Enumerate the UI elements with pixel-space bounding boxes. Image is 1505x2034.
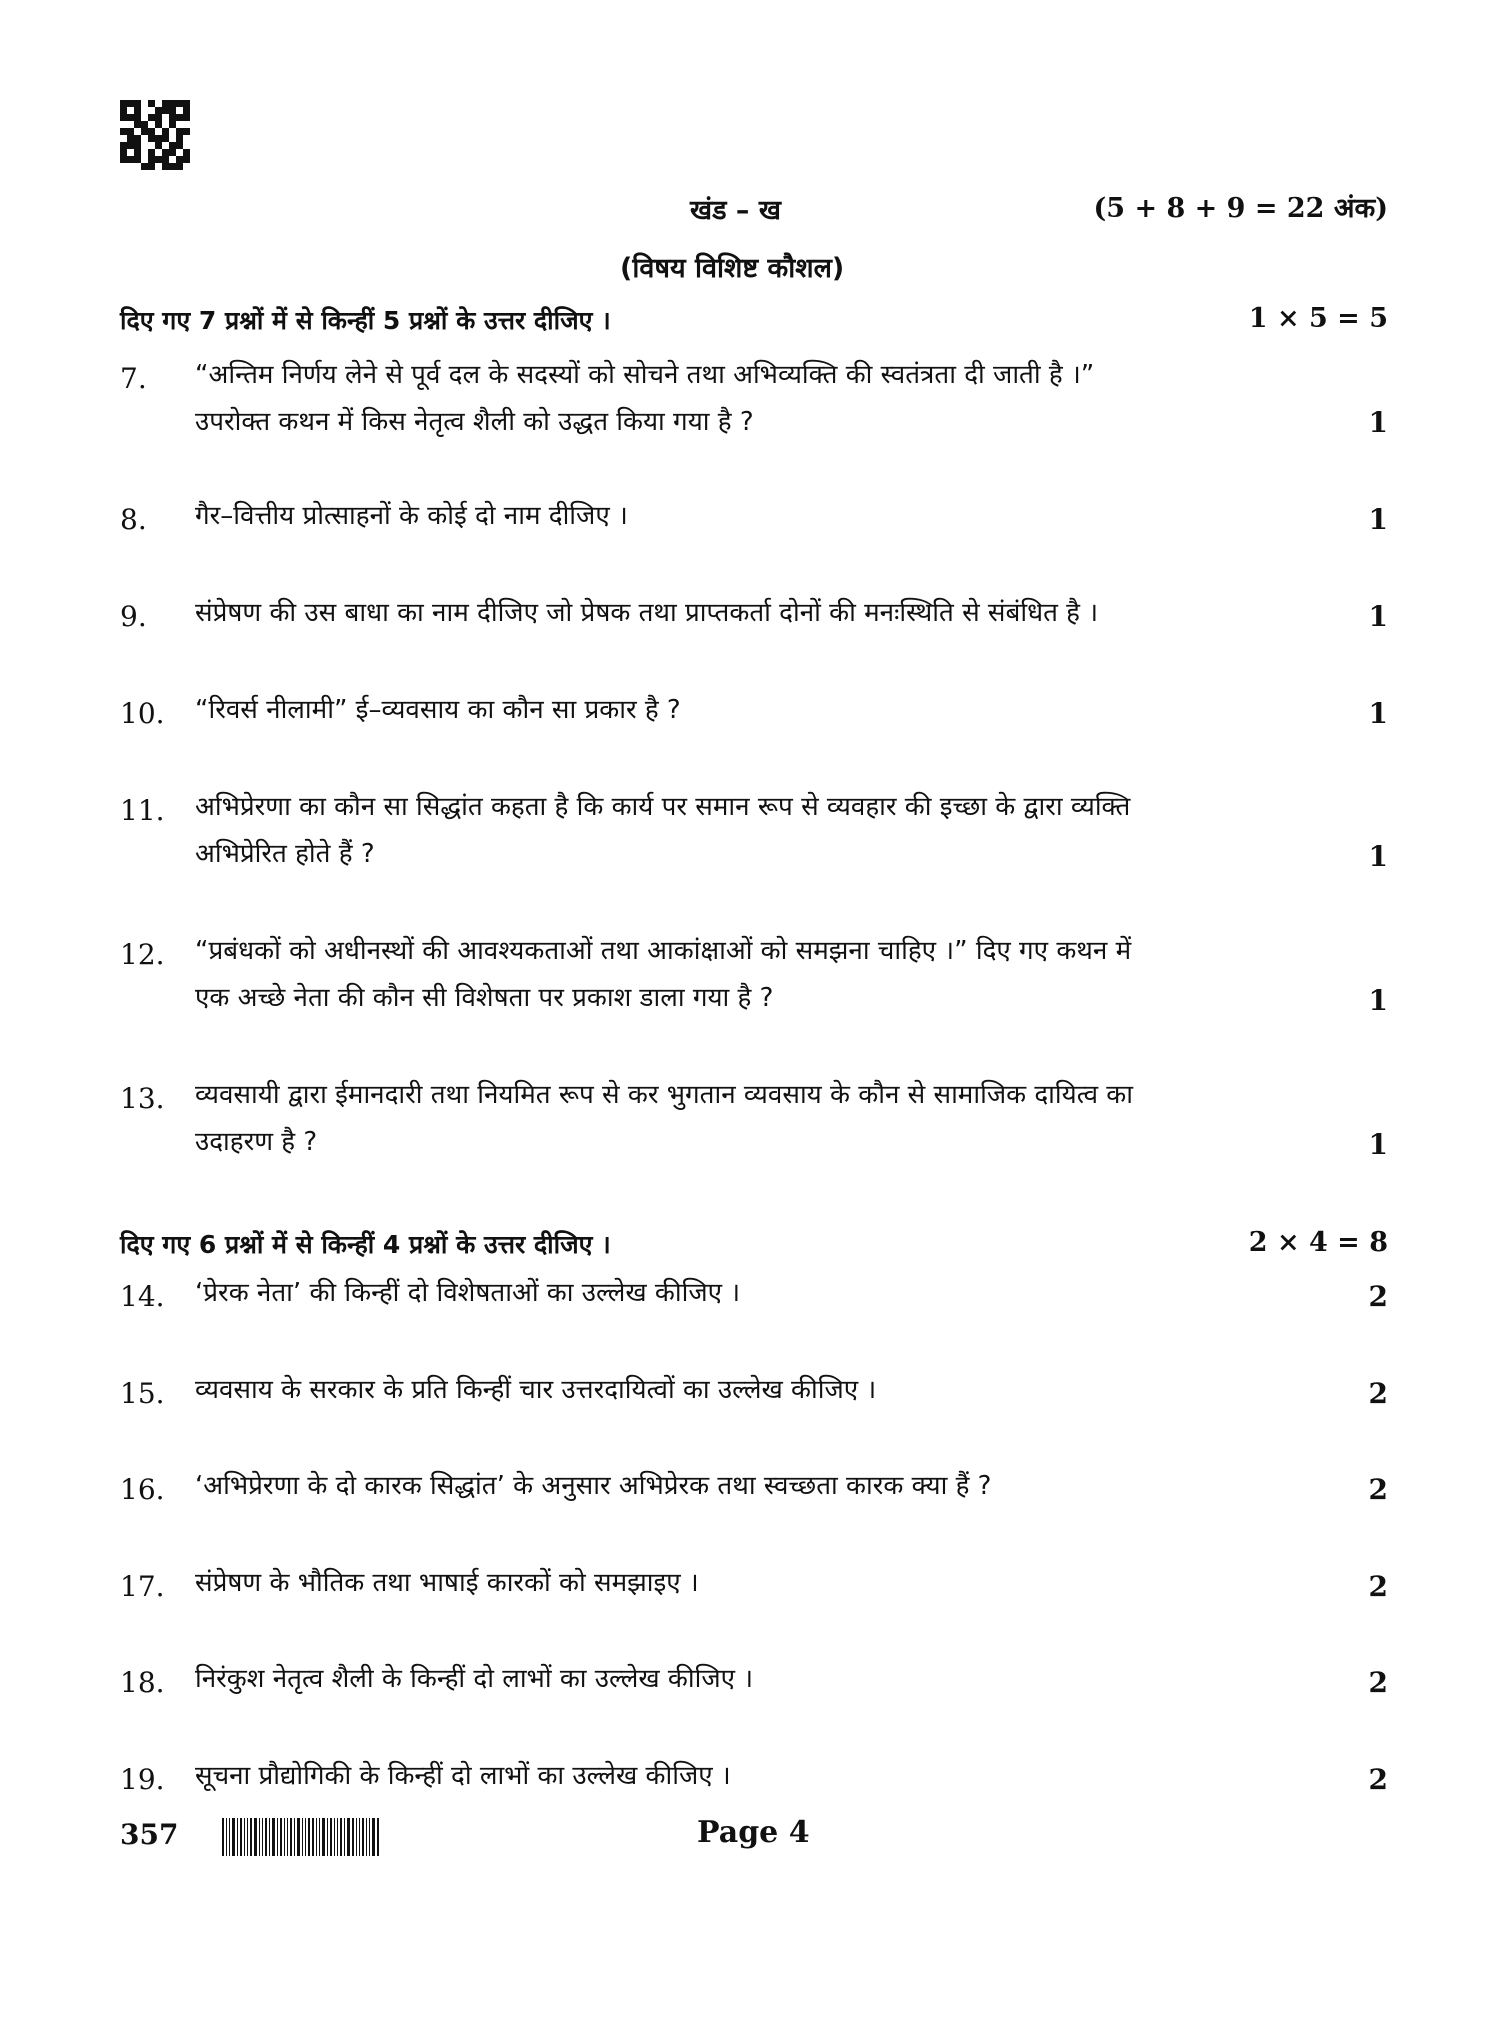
question-marks: 1 xyxy=(1368,600,1388,633)
barcode-icon xyxy=(222,1818,414,1856)
question-marks: 1 xyxy=(1368,406,1388,439)
question-line: ‘अभिप्रेरणा के दो कारक सिद्धांत’ के अनुसार अभिप्रेरक तथा स्वच्छता कारक क्या हैं ? xyxy=(195,1471,992,1501)
question-marks: 2 xyxy=(1368,1280,1388,1313)
question-text xyxy=(195,687,1325,734)
question-number: 18. xyxy=(120,1666,165,1699)
question-line: ‘प्रेरक नेता’ की किन्हीं दो विशेषताओं का उल्लेख कीजिए । xyxy=(195,1278,741,1308)
question-marks: 2 xyxy=(1368,1666,1388,1699)
question-number: 13. xyxy=(120,1082,165,1115)
section-marks-total: (5 + 8 + 9 = 22 अंक) xyxy=(1093,193,1388,224)
group-marks-formula: 2 × 4 = 8 xyxy=(1248,1227,1388,1258)
question-text xyxy=(195,1270,1325,1317)
question-text xyxy=(195,493,1325,540)
question-text xyxy=(195,1560,1325,1607)
group-instruction: दिए गए 7 प्रश्नों में से किन्हीं 5 प्रश्नों के उत्तर दीजिए । xyxy=(120,306,611,335)
question-number: 16. xyxy=(120,1473,165,1506)
question-number: 12. xyxy=(120,938,165,971)
question-marks: 1 xyxy=(1368,840,1388,873)
question-line: संप्रेषण के भौतिक तथा भाषाई कारकों को समझाइए । xyxy=(195,1568,699,1598)
question-marks: 2 xyxy=(1368,1570,1388,1603)
question-number: 8. xyxy=(120,503,147,536)
question-number: 14. xyxy=(120,1280,165,1313)
question-marks: 1 xyxy=(1368,503,1388,536)
question-text xyxy=(195,1656,1325,1703)
question-text xyxy=(195,1367,1325,1414)
question-number: 9. xyxy=(120,600,147,633)
question-line: सूचना प्रौद्योगिकी के किन्हीं दो लाभों का उल्लेख कीजिए । xyxy=(195,1761,731,1791)
question-line: उपरोक्त कथन में किस नेतृत्व शैली को उद्धत किया गया है ? xyxy=(195,407,754,437)
question-line: अभिप्रेरित होते हैं ? xyxy=(195,839,375,869)
question-text xyxy=(195,784,1325,878)
question-marks: 2 xyxy=(1368,1473,1388,1506)
question-number: 17. xyxy=(120,1570,165,1603)
question-text xyxy=(195,928,1325,1022)
question-number: 15. xyxy=(120,1377,165,1410)
question-text xyxy=(195,590,1325,637)
question-line: व्यवसायी द्वारा ईमानदारी तथा नियमित रूप से कर भुगतान व्यवसाय के कौन से सामाजिक दायित्व का xyxy=(195,1080,1134,1110)
qr-code-icon xyxy=(120,100,190,170)
question-line: उदाहरण है ? xyxy=(195,1127,318,1157)
question-line: गैर–वित्तीय प्रोत्साहनों के कोई दो नाम दीजिए । xyxy=(195,501,628,531)
page-number: Page 4 xyxy=(697,1815,810,1850)
question-text xyxy=(195,352,1325,446)
question-line: “प्रबंधकों को अधीनस्थों की आवश्यकताओं तथा आकांक्षाओं को समझना चाहिए ।” दिए गए कथन में xyxy=(195,936,1132,966)
group-instruction: दिए गए 6 प्रश्नों में से किन्हीं 4 प्रश्नों के उत्तर दीजिए । xyxy=(120,1230,611,1259)
question-line: व्यवसाय के सरकार के प्रति किन्हीं चार उत्तरदायित्वों का उल्लेख कीजिए । xyxy=(195,1375,877,1405)
section-title: खंड – ख xyxy=(690,195,781,226)
question-marks: 2 xyxy=(1368,1763,1388,1796)
question-line: अभिप्रेरणा का कौन सा सिद्धांत कहता है कि कार्य पर समान रूप से व्यवहार की इच्छा के द्वारा व्यक्ति xyxy=(195,792,1131,822)
question-number: 10. xyxy=(120,697,165,730)
question-number: 7. xyxy=(120,362,147,395)
question-line: एक अच्छे नेता की कौन सी विशेषता पर प्रकाश डाला गया है ? xyxy=(195,983,774,1013)
question-line: संप्रेषण की उस बाधा का नाम दीजिए जो प्रेषक तथा प्राप्तकर्ता दोनों की मनःस्थिति से संबंधित है । xyxy=(195,598,1099,628)
question-marks: 1 xyxy=(1368,984,1388,1017)
question-marks: 1 xyxy=(1368,1128,1388,1161)
question-line: निरंकुश नेतृत्व शैली के किन्हीं दो लाभों का उल्लेख कीजिए । xyxy=(195,1664,754,1694)
question-marks: 2 xyxy=(1368,1377,1388,1410)
section-subtitle: (विषय विशिष्ट कौशल) xyxy=(620,253,845,284)
question-number: 19. xyxy=(120,1763,165,1796)
paper-code: 357 xyxy=(120,1818,179,1851)
question-text xyxy=(195,1072,1325,1166)
question-marks: 1 xyxy=(1368,697,1388,730)
question-number: 11. xyxy=(120,794,165,827)
question-text xyxy=(195,1463,1325,1510)
group-marks-formula: 1 × 5 = 5 xyxy=(1248,303,1388,334)
question-text xyxy=(195,1753,1325,1800)
question-line: “रिवर्स नीलामी” ई–व्यवसाय का कौन सा प्रकार है ? xyxy=(195,695,681,725)
question-line: “अन्तिम निर्णय लेने से पूर्व दल के सदस्यों को सोचने तथा अभिव्यक्ति की स्वतंत्रता दी जाती है ।” xyxy=(195,360,1095,390)
